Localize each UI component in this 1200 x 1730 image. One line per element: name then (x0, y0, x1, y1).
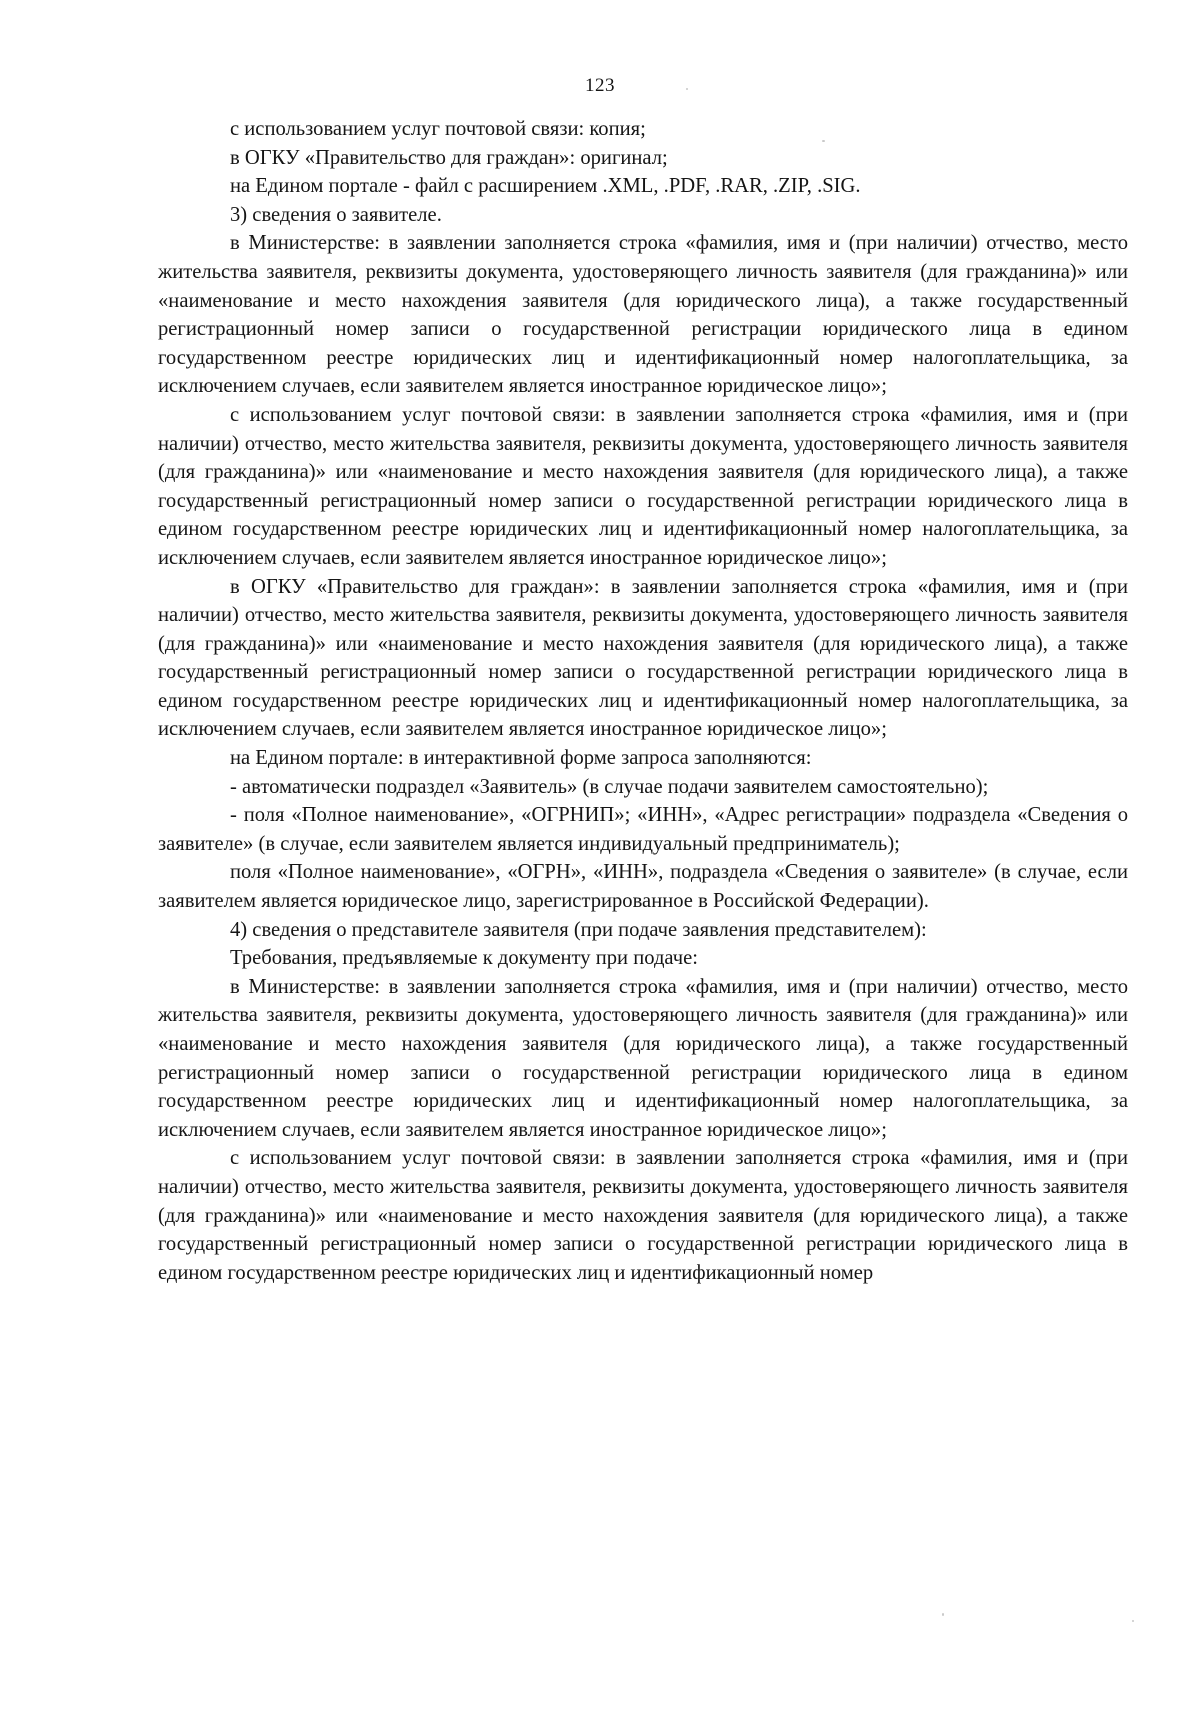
paragraph-ministry-applicant: в Министерстве: в заявлении заполняется строка «фамилия, имя и (при наличии) отчество, место жительства заявителя, реквизиты документа, удостоверяющего личность заявителя (для гражданина)» или «наименование и место нахождения заявителя (для юридического лица), а также государственный регистрационный номер записи о государственной регистрации юридического лица в едином государственном реестре юридических лиц и идентификационный номер налогоплательщика, за исключением случаев, если заявителем является иностранное юридическое лицо»; (158, 232, 1128, 398)
paragraph-ogku-applicant: в ОГКУ «Правительство для граждан»: в заявлении заполняется строка «фамилия, имя и (при наличии) отчество, место жительства заявителя, реквизиты документа, удостоверяющего личность заявителя (для гражданина)» или «наименование и место нахождения заявителя (для юридического лица), а также государственный регистрационный номер записи о государственной регистрации юридического лица в едином государственном реестре юридических лиц и идентификационный номер налогоплательщика, за исключением случаев, если заявителем является иностранное юридическое лицо»; (158, 575, 1128, 741)
paragraph-requirements-heading: Требования, предъявляемые к документу при подаче: (230, 947, 698, 970)
paragraph-ogku-original: в ОГКУ «Правительство для граждан»: оригинал; (230, 146, 668, 169)
paragraph-portal-auto-subsection: - автоматически подраздел «Заявитель» (в случае подачи заявителем самостоятельно); (230, 775, 989, 798)
scan-speck (686, 88, 688, 90)
scan-speck (1132, 1620, 1134, 1622)
paragraph-postal-applicant: с использованием услуг почтовой связи: в заявлении заполняется строка «фамилия, имя и (при наличии) отчество, место жительства заявителя, реквизиты документа, удостоверяющего личность заявителя (для гражданина)» или «наименование и место нахождения заявителя (для юридического лица), а также государственный регистрационный номер записи о государственной регистрации юридического лица в едином государственном реестре юридических лиц и идентификационный номер налогоплательщика, за исключением случаев, если заявителем является иностранное юридическое лицо»; (158, 403, 1128, 569)
paragraph-postal-representative: с использованием услуг почтовой связи: в заявлении заполняется строка «фамилия, имя и (при наличии) отчество, место жительства заявителя, реквизиты документа, удостоверяющего личность заявителя (для гражданина)» или «наименование и место нахождения заявителя (для юридического лица), а также государственный регистрационный номер записи о государственной регистрации юридического лица в едином государственном реестре юридических лиц и идентификационный номер (158, 1147, 1128, 1284)
paragraph-applicant-info-heading: 3) сведения о заявителе. (230, 203, 442, 226)
scan-speck (942, 1613, 944, 1616)
paragraph-portal-entrepreneur-fields: - поля «Полное наименование», «ОГРНИП»; «ИНН», «Адрес регистрации» подраздела «Сведения о заявителе» (в случае, если заявителем является индивидуальный предприниматель); (158, 804, 1128, 855)
paragraph-portal-legal-entity-fields: поля «Полное наименование», «ОГРН», «ИНН», подраздела «Сведения о заявителе» (в случае, если заявителем является юридическое лицо, зарегистрированное в Российской Федерации). (158, 861, 1128, 913)
paragraph-ministry-representative: в Министерстве: в заявлении заполняется строка «фамилия, имя и (при наличии) отчество, место жительства заявителя, реквизиты документа, удостоверяющего личность заявителя (для гражданина)» или «наименование и место нахождения заявителя (для юридического лица), а также государственный регистрационный номер записи о государственной регистрации юридического лица в едином государственном реестре юридических лиц и идентификационный номер налогоплательщика, за исключением случаев, если заявителем является иностранное юридическое лицо»; (158, 975, 1128, 1141)
scan-speck (822, 140, 825, 142)
paragraph-portal-file-formats: на Едином портале - файл с расширением .XML, .PDF, .RAR, .ZIP, .SIG. (230, 175, 861, 198)
paragraph-portal-form-intro: на Едином портале: в интерактивной форме запроса заполняются: (230, 747, 812, 770)
paragraph-representative-heading: 4) сведения о представителе заявителя (при подаче заявления представителем): (230, 918, 927, 941)
document-body (158, 115, 1128, 1287)
paragraph-postal-copy: с использованием услуг почтовой связи: копия; (230, 118, 646, 140)
page-number: 123 (585, 75, 615, 96)
